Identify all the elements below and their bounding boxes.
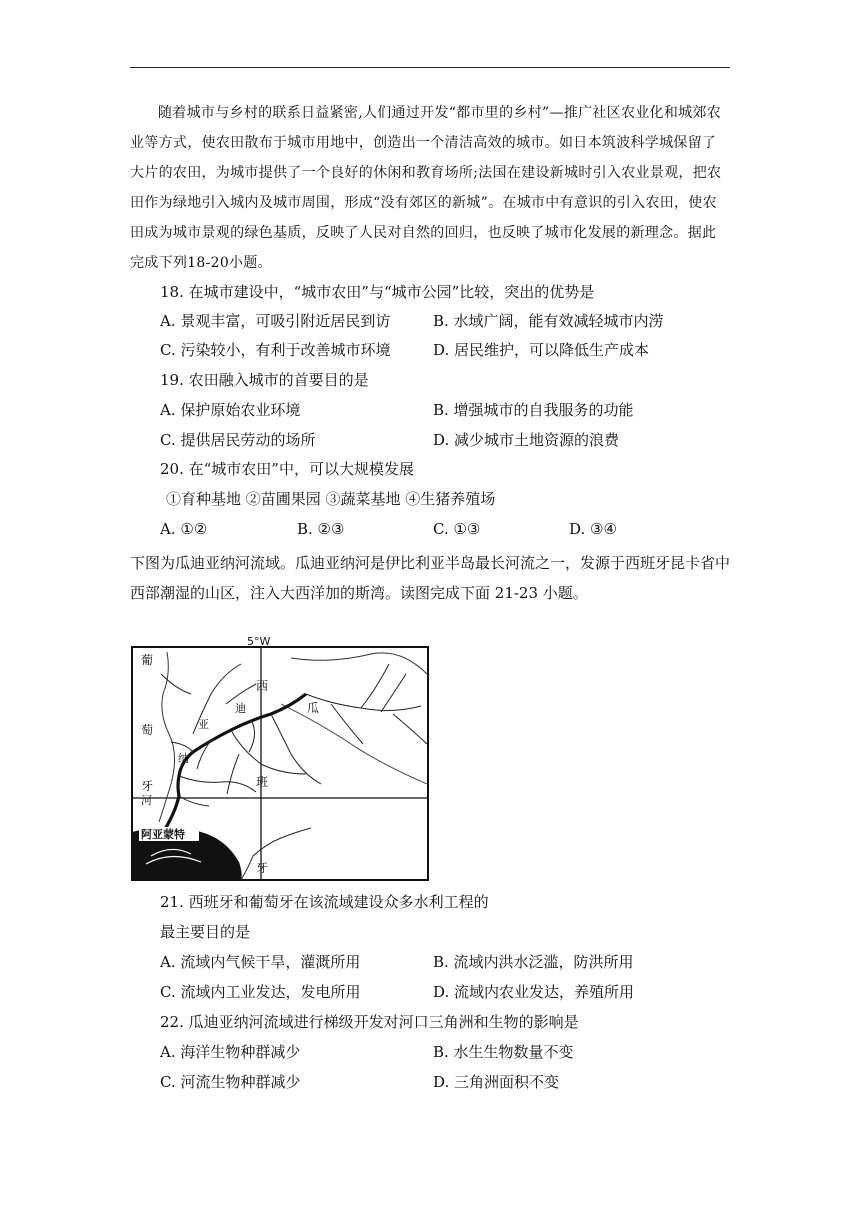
map-label-pu: 葡 [141,653,154,667]
question-18-option-b: B. 水域广阔，能有效减轻城市内涝 [433,312,664,330]
passage-21-23: 下图为瓜迪亚纳河流域。瓜迪亚纳河是伊比利亚半岛最长河流之一，发源于西班牙昆卡省中西部潮湿的山区，注入大西洋加的斯湾。读图完成下面 21-23 小题。 [130,554,731,602]
question-19-option-a: A. 保护原始农业环境 [160,401,301,419]
question-18-option-a: A. 景观丰富，可吸引附近居民到访 [160,312,391,330]
question-21-option-c: C. 流域内工业发达，发电所用 [160,983,361,1001]
passage-18-20: 随着城市与乡村的联系日益紧密,人们通过开发“都市里的乡村”—推广社区农业化和城郊农业等方式，使农田散布于城市用地中，创造出一个清洁高效的城市。如日本筑波科学城保留了大片的农田，为城市提供了一个良好的休闲和教育场所;法国在建设新城时引入农业景观，把农田作为绿地引入城内及城市周围，形成“没有郊区的新城”。在城市中有意识的引入农田，使农田成为城市景观的绿色基质，反映了人民对自然的回归，也反映了城市化发展的新理念。据此完成下列18-20小题。 [130,105,722,271]
question-20-option-b: B. ②③ [297,520,345,538]
question-18-option-c: C. 污染较小，有利于改善城市环境 [160,341,391,359]
question-20-option-a: A. ①② [160,520,208,538]
question-19-stem: 19. 农田融入城市的首要目的是 [160,371,369,389]
map-label-xi: 西 [256,679,269,693]
question-21-stem: 21. 西班牙和葡萄牙在该流域建设众多水利工程的 [160,893,489,911]
question-21-option-b: B. 流域内洪水泛滥，防洪所用 [433,953,634,971]
map-label-ya: 牙 [141,779,154,793]
map-label-river-ya: 亚 [198,718,209,731]
guadiana-basin-map [131,634,430,881]
question-20-stem: 20. 在“城市农田”中，可以大规模发展 [160,460,414,478]
question-20-option-d: D. ③④ [569,520,617,538]
question-22-stem: 22. 瓜迪亚纳河流域进行梯级开发对河口三角洲和生物的影响是 [160,1013,579,1031]
question-22-option-b: B. 水生生物数量不变 [433,1043,574,1061]
question-19-option-c: C. 提供居民劳动的场所 [160,431,316,449]
map-label-river-na: 纳 [178,752,189,765]
question-18-stem: 18. 在城市建设中，“城市农田”与“城市公园”比较，突出的优势是 [160,283,595,301]
question-20-items: ①育种基地 ②苗圃果园 ③蔬菜基地 ④生猪养殖场 [166,490,496,508]
header-rule [130,67,730,68]
map-label-tao: 萄 [141,723,154,737]
question-22-option-c: C. 河流生物种群减少 [160,1073,301,1091]
question-21-option-a: A. 流域内气候干旱，灌溉所用 [160,953,361,971]
question-22-option-a: A. 海洋生物种群减少 [160,1043,301,1061]
map-label-river-gua: 瓜 [307,701,320,715]
map-label-river-he: 河 [141,794,152,807]
question-18-option-d: D. 居民维护，可以降低生产成本 [433,341,650,359]
question-22-option-d: D. 三角洲面积不变 [433,1073,560,1091]
question-20-option-c: C. ①③ [433,520,481,538]
map-label-city: 阿亚蒙特 [141,828,185,841]
longitude-label: 5°W [247,635,271,648]
question-19-option-d: D. 减少城市土地资源的浪费 [433,431,620,449]
map-label-river-di: 迪 [235,702,246,715]
question-19-option-b: B. 增强城市的自我服务的功能 [433,401,634,419]
question-21-option-d: D. 流域内农业发达，养殖所用 [433,983,635,1001]
map-label-ya2: 牙 [256,861,269,875]
question-21-stem-cont: 最主要目的是 [160,923,251,941]
map-label-ban: 班 [256,775,269,789]
